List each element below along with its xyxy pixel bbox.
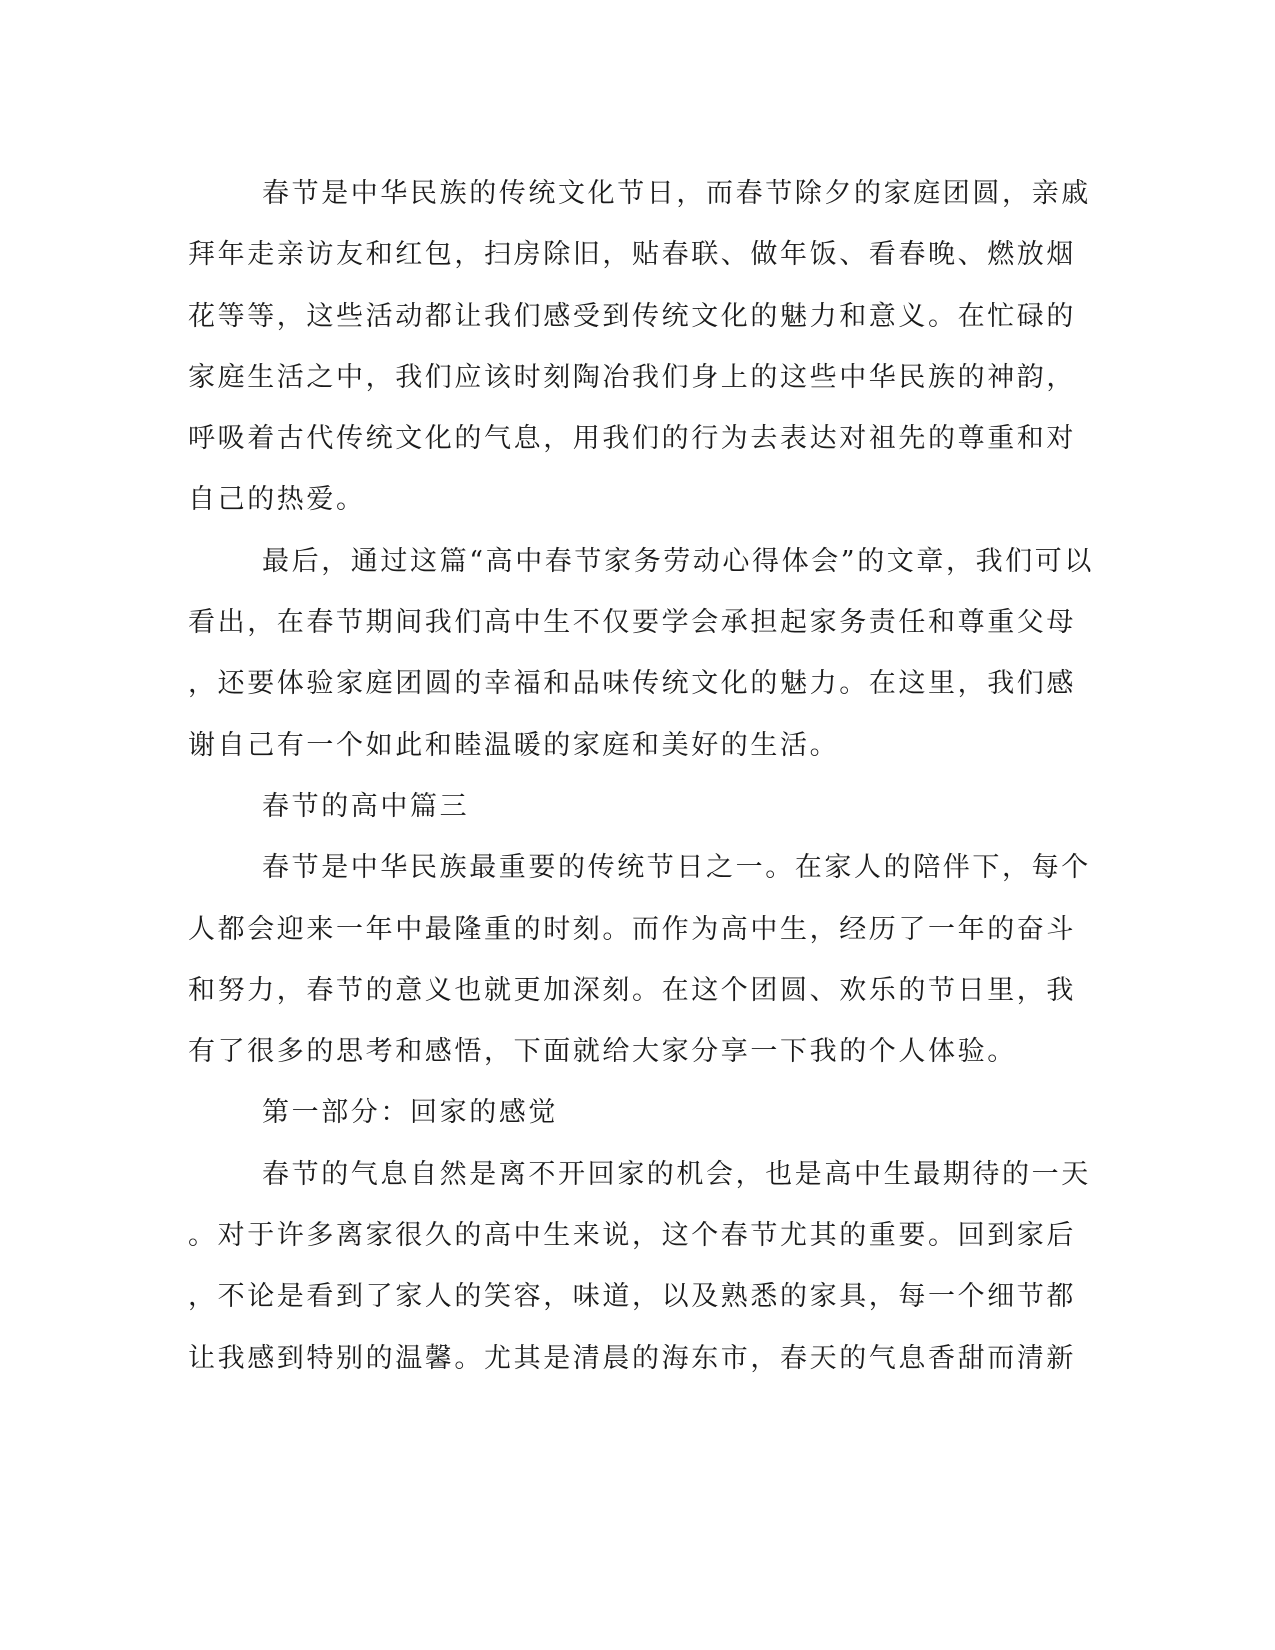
section-heading-part-one: 第一部分：回家的感觉 <box>262 1097 558 1129</box>
text-line-5: 呼吸着古代传统文化的气息，用我们的行为去表达对祖先的尊重和对 <box>188 423 1076 455</box>
document-body <box>188 163 1095 1389</box>
text-line-6: 自己的热爱。 <box>188 484 366 516</box>
text-line-13: 人都会迎来一年中最隆重的时刻。而作为高中生，经历了一年的奋斗 <box>188 913 1076 945</box>
text-line-12: 春节是中华民族最重要的传统节日之一。在家人的陪伴下，每个 <box>262 852 1091 884</box>
text-line-18: 。对于许多离家很久的高中生来说，这个春节尤其的重要。回到家后 <box>188 1220 1076 1252</box>
text-line-10: 谢自己有一个如此和睦温暖的家庭和美好的生活。 <box>188 729 840 761</box>
text-line-20: 让我感到特别的温馨。尤其是清晨的海东市，春天的气息香甜而清新 <box>188 1342 1076 1374</box>
text-line-15: 有了很多的思考和感悟，下面就给大家分享一下我的个人体验。 <box>188 1036 1017 1068</box>
text-line-7: 最后，通过这篇“高中春节家务劳动心得体会”的文章，我们可以 <box>262 545 1095 577</box>
text-line-9: ，还要体验家庭团圆的幸福和品味传统文化的魅力。在这里，我们感 <box>188 668 1076 700</box>
text-line-8: 看出，在春节期间我们高中生不仅要学会承担起家务责任和尊重父母 <box>188 607 1076 639</box>
text-line-2: 拜年走亲访友和红包，扫房除旧，贴春联、做年饭、看春晚、燃放烟 <box>188 239 1076 271</box>
text-line-4: 家庭生活之中，我们应该时刻陶冶我们身上的这些中华民族的神韵， <box>188 361 1076 393</box>
text-line-1: 春节是中华民族的传统文化节日，而春节除夕的家庭团圆，亲戚 <box>262 178 1091 209</box>
text-line-19: ，不论是看到了家人的笑容，味道，以及熟悉的家具，每一个细节都 <box>188 1281 1076 1313</box>
text-line-14: 和努力，春节的意义也就更加深刻。在这个团圆、欢乐的节日里，我 <box>188 974 1076 1006</box>
text-line-3: 花等等，这些活动都让我们感受到传统文化的魅力和意义。在忙碌的 <box>188 300 1076 332</box>
section-heading-part-three: 春节的高中篇三 <box>262 790 470 822</box>
text-line-17: 春节的气息自然是离不开回家的机会，也是高中生最期待的一天 <box>262 1158 1091 1190</box>
